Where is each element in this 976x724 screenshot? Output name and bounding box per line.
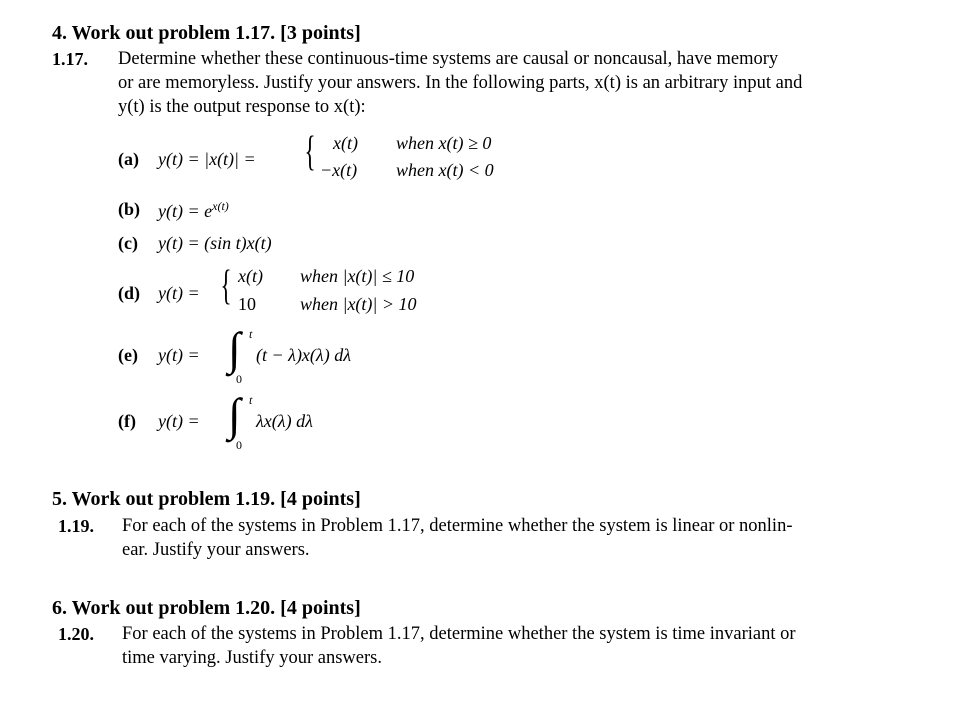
q6-text-line2: time varying. Justify your answers. xyxy=(122,648,382,668)
part-e-integral-sign: ∫ xyxy=(228,323,241,374)
part-d-lhs: y(t) = xyxy=(158,283,200,303)
q6-problem-number: 1.20. xyxy=(58,624,94,644)
part-a-brace: { xyxy=(304,129,316,175)
part-a-label: (a) xyxy=(118,149,139,169)
part-f-label: (f) xyxy=(118,411,136,431)
part-f-upper-limit: t xyxy=(249,393,253,407)
q5-text-line1: For each of the systems in Problem 1.17, determine whether the system is linear or nonlin- xyxy=(122,516,793,536)
q5-text-line2: ear. Justify your answers. xyxy=(122,540,310,560)
part-f-integrand: λx(λ) dλ xyxy=(256,411,313,431)
q5-heading: 5. Work out problem 1.19. [4 points] xyxy=(52,488,361,510)
part-b-exponent: x(t) xyxy=(212,199,229,213)
part-d-label: (d) xyxy=(118,283,140,303)
part-d-case2-expr: 10 xyxy=(238,294,256,314)
q6-text-line1: For each of the systems in Problem 1.17, determine whether the system is time invariant or xyxy=(122,624,796,644)
part-d-case1-expr: x(t) xyxy=(238,266,263,286)
part-f-integral-sign: ∫ xyxy=(228,389,241,440)
part-c-label: (c) xyxy=(118,233,138,253)
part-e-integrand: (t − λ)x(λ) dλ xyxy=(256,345,352,365)
part-e-lhs: y(t) = xyxy=(158,345,200,365)
q4-text-line2: or are memoryless. Justify your answers. In the following parts, x(t) is an arbitrary input and xyxy=(118,73,803,93)
q4-text-line3: y(t) is the output response to x(t): xyxy=(118,97,366,117)
part-a-case2-expr: −x(t) xyxy=(320,160,358,180)
part-a-case2-cond: when x(t) < 0 xyxy=(396,160,494,180)
q5-problem-number: 1.19. xyxy=(58,516,94,536)
part-a-case1-cond: when x(t) ≥ 0 xyxy=(396,133,492,153)
part-c-expr: y(t) = (sin t)x(t) xyxy=(158,233,272,253)
part-d-case2-cond: when |x(t)| > 10 xyxy=(300,294,417,314)
part-b-equation xyxy=(158,199,229,222)
part-e-lower-limit: 0 xyxy=(236,372,242,386)
q4-problem-number: 1.17. xyxy=(52,49,88,69)
part-f-lower-limit: 0 xyxy=(236,438,242,452)
q4-text-line1: Determine whether these continuous-time systems are causal or noncausal, have memory xyxy=(118,49,779,69)
part-a-lhs: y(t) = |x(t)| = xyxy=(158,149,256,169)
q4-heading: 4. Work out problem 1.17. [3 points] xyxy=(52,22,361,44)
q6-heading: 6. Work out problem 1.20. [4 points] xyxy=(52,597,361,619)
part-e-label: (e) xyxy=(118,345,138,365)
part-a-case1-expr: x(t) xyxy=(333,133,358,153)
part-f-lhs: y(t) = xyxy=(158,411,200,431)
part-d-case1-cond: when |x(t)| ≤ 10 xyxy=(300,266,415,286)
part-d-brace: { xyxy=(220,263,232,309)
part-b-label: (b) xyxy=(118,199,140,219)
part-b-lhs: y(t) = e xyxy=(158,201,213,221)
part-e-upper-limit: t xyxy=(249,327,253,341)
